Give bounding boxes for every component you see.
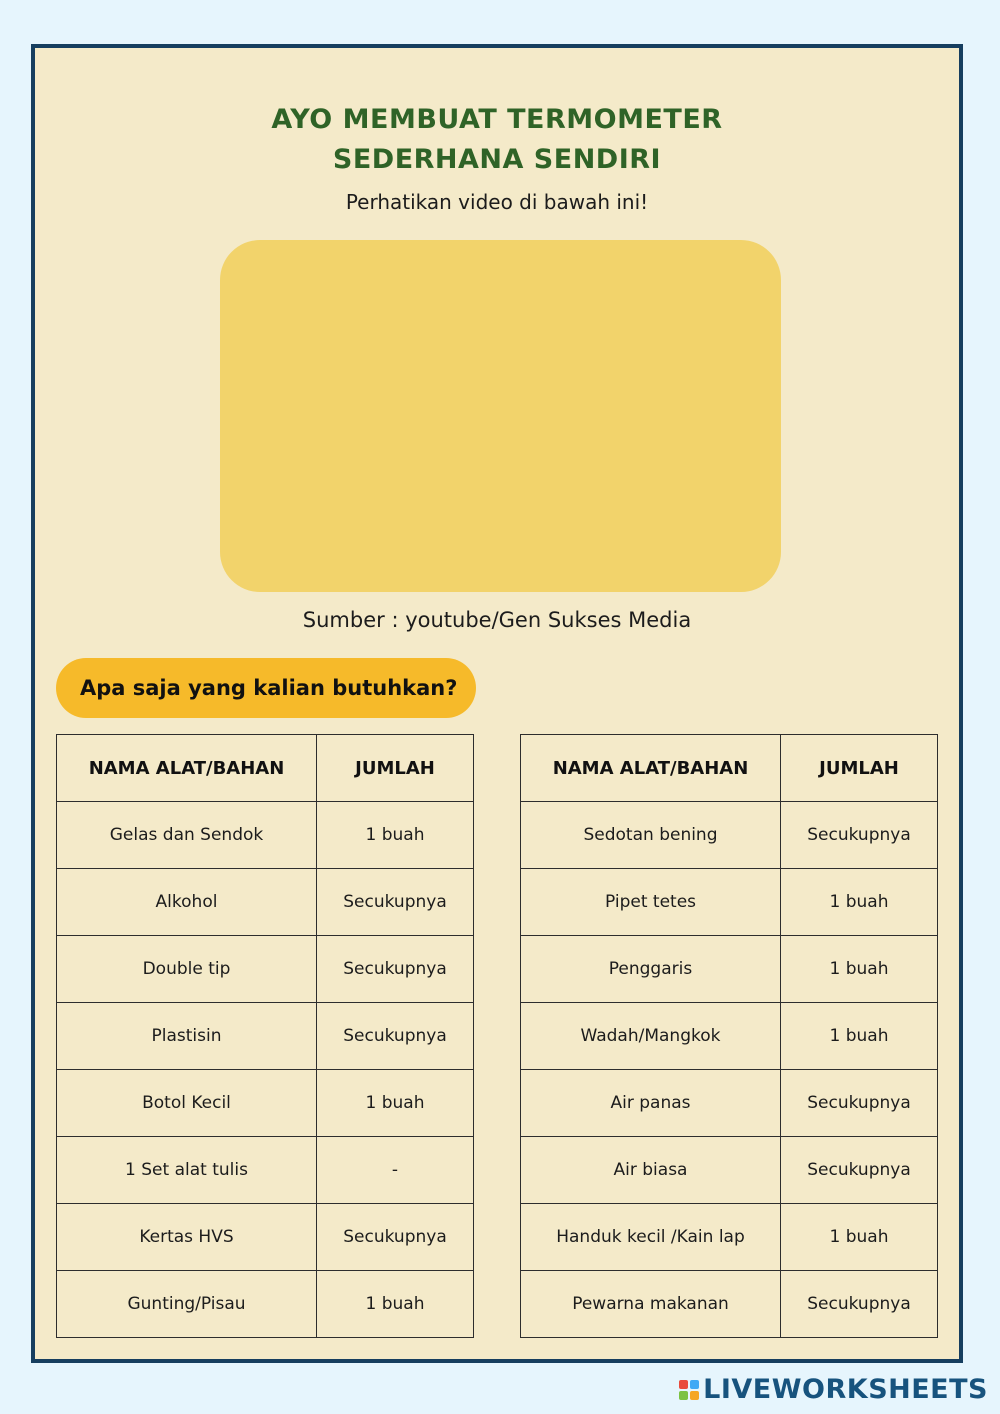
item-qty-cell: Secukupnya <box>317 869 474 936</box>
worksheet-page <box>31 44 963 1363</box>
video-instruction: Perhatikan video di bawah ini! <box>345 190 649 214</box>
column-header-qty: JUMLAH <box>781 735 938 802</box>
liveworksheets-branding[interactable] <box>679 1374 988 1405</box>
item-qty-cell: 1 buah <box>781 869 938 936</box>
table-row <box>57 1271 474 1338</box>
item-name-cell: Double tip <box>57 936 317 1003</box>
item-qty-cell: 1 buah <box>317 1271 474 1338</box>
materials-table-right <box>520 734 938 1338</box>
logo-tile <box>679 1380 688 1389</box>
table-row <box>57 1003 474 1070</box>
column-header-name: NAMA ALAT/BAHAN <box>57 735 317 802</box>
item-name-cell: Air panas <box>521 1070 781 1137</box>
table-row <box>521 1137 938 1204</box>
item-qty-cell: - <box>317 1137 474 1204</box>
logo-tile <box>690 1380 699 1389</box>
table-row <box>521 1003 938 1070</box>
table-row <box>521 1271 938 1338</box>
item-qty-cell: 1 buah <box>781 1003 938 1070</box>
item-name-cell: Penggaris <box>521 936 781 1003</box>
item-name-cell: Pewarna makanan <box>521 1271 781 1338</box>
title-line-2: SEDERHANA SENDIRI <box>332 144 662 175</box>
item-name-cell: Plastisin <box>57 1003 317 1070</box>
materials-table-left <box>56 734 474 1338</box>
table-row <box>57 936 474 1003</box>
column-header-name: NAMA ALAT/BAHAN <box>521 735 781 802</box>
item-name-cell: Gunting/Pisau <box>57 1271 317 1338</box>
item-name-cell: Wadah/Mangkok <box>521 1003 781 1070</box>
item-name-cell: Botol Kecil <box>57 1070 317 1137</box>
item-qty-cell: 1 buah <box>317 802 474 869</box>
question-heading: Apa saja yang kalian butuhkan? <box>56 658 476 718</box>
brand-wordmark: LIVEWORKSHEETS <box>703 1374 988 1405</box>
item-qty-cell: 1 buah <box>781 1204 938 1271</box>
table-header-row <box>521 735 938 802</box>
item-qty-cell: Secukupnya <box>317 1003 474 1070</box>
video-embed-placeholder[interactable] <box>220 240 781 592</box>
item-qty-cell: 1 buah <box>317 1070 474 1137</box>
logo-tile <box>690 1391 699 1400</box>
table-row <box>521 1070 938 1137</box>
item-name-cell: Alkohol <box>57 869 317 936</box>
item-name-cell: 1 Set alat tulis <box>57 1137 317 1204</box>
item-name-cell: Kertas HVS <box>57 1204 317 1271</box>
table-row <box>521 869 938 936</box>
item-qty-cell: 1 buah <box>781 936 938 1003</box>
table-row <box>57 869 474 936</box>
item-qty-cell: Secukupnya <box>317 1204 474 1271</box>
liveworksheets-logo-icon <box>679 1380 699 1400</box>
worksheet-title <box>35 100 959 180</box>
title-line-1: AYO MEMBUAT TERMOMETER <box>271 104 723 135</box>
column-header-qty: JUMLAH <box>317 735 474 802</box>
item-qty-cell: Secukupnya <box>781 1137 938 1204</box>
item-qty-cell: Secukupnya <box>317 936 474 1003</box>
table-row <box>57 1204 474 1271</box>
item-qty-cell: Secukupnya <box>781 802 938 869</box>
table-row <box>521 802 938 869</box>
item-name-cell: Air biasa <box>521 1137 781 1204</box>
table-row <box>57 802 474 869</box>
item-name-cell: Handuk kecil /Kain lap <box>521 1204 781 1271</box>
video-source-caption: Sumber : youtube/Gen Sukses Media <box>302 608 692 632</box>
table-row <box>521 936 938 1003</box>
item-name-cell: Pipet tetes <box>521 869 781 936</box>
table-row <box>57 1070 474 1137</box>
table-header-row <box>57 735 474 802</box>
item-name-cell: Gelas dan Sendok <box>57 802 317 869</box>
item-name-cell: Sedotan bening <box>521 802 781 869</box>
item-qty-cell: Secukupnya <box>781 1070 938 1137</box>
logo-tile <box>679 1391 688 1400</box>
table-row <box>521 1204 938 1271</box>
table-row <box>57 1137 474 1204</box>
item-qty-cell: Secukupnya <box>781 1271 938 1338</box>
